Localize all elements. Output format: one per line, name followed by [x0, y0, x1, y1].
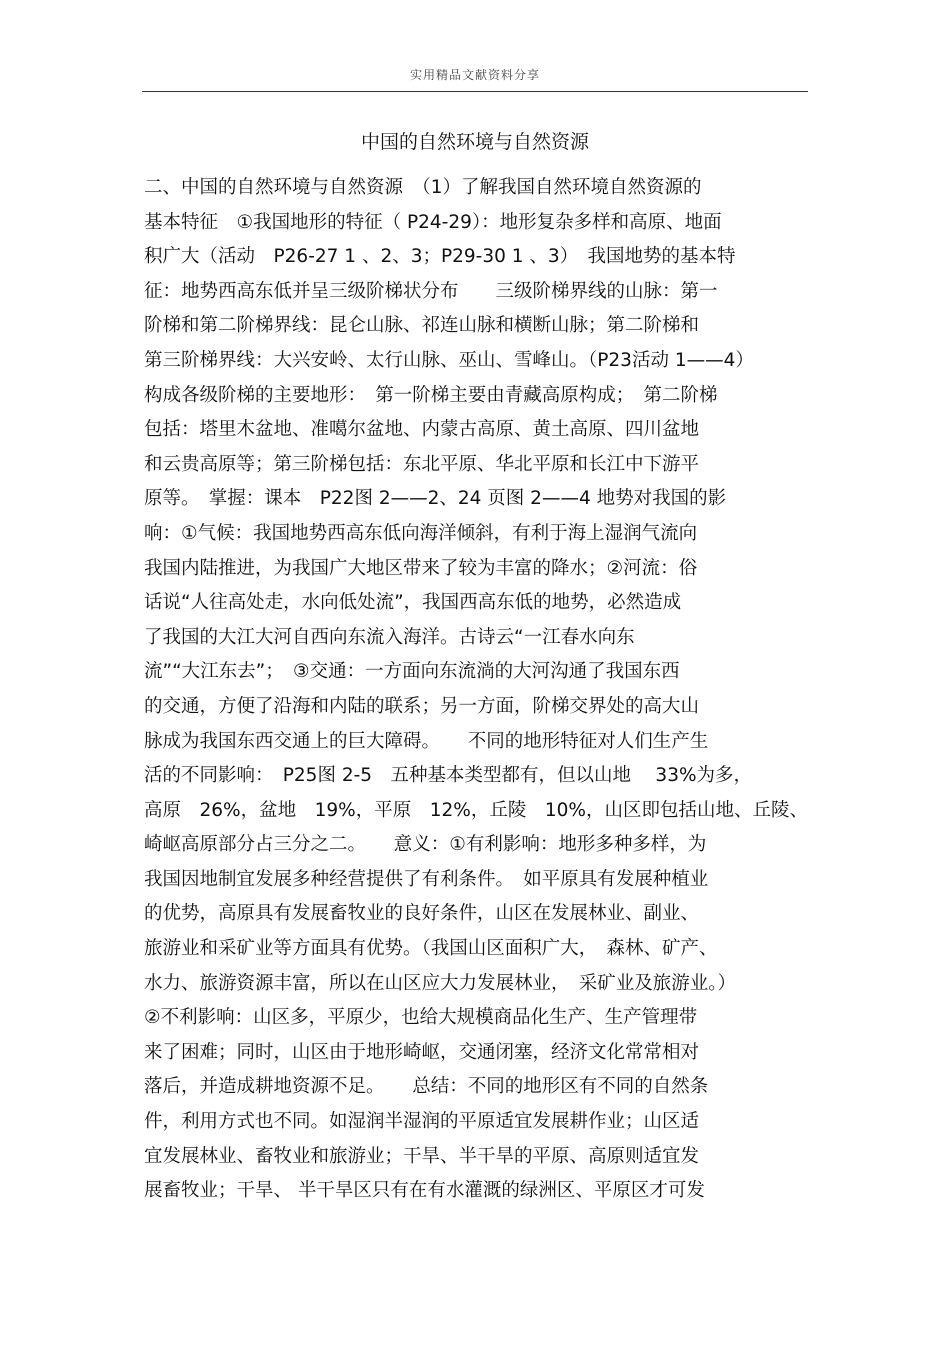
body-line: 响：①气候：我国地势西高东低向海洋倾斜，有利于海上湿润气流向: [144, 522, 698, 544]
body-line: 崎岖高原部分占三分之二。 意义：①有利影响：地形多种多样，为: [144, 834, 707, 856]
body-line: 脉成为我国东西交通上的巨大障碍。 不同的地形特征对人们生产生: [144, 730, 709, 752]
body-line: 原等。 掌握：课本 P22图 2——2、24 页图 2——4 地势对我国的影: [144, 488, 727, 510]
body-line: 话说“人往高处走，水向低处流”，我国西高东低的地势，必然造成: [144, 592, 682, 614]
body-line: 二、中国的自然环境与自然资源 （1）了解我国自然环境自然资源的: [144, 177, 702, 198]
body-line: 活的不同影响： P25图 2-5 五种基本类型都有，但以山地 33%为多，: [144, 765, 753, 787]
body-line: 的交通，方便了沿海和内陆的联系；另一方面，阶梯交界处的高大山: [144, 695, 700, 717]
body-line: 落后，并造成耕地资源不足。 总结：不同的地形区有不同的自然条: [144, 1076, 709, 1098]
body-line: 征：地势西高东低并呈三级阶梯状分布 三级阶梯界线的山脉：第一: [144, 280, 718, 302]
body-line: 和云贵高原等；第三阶梯包括：东北平原、华北平原和长江中下游平: [144, 453, 700, 475]
body-line: 流”“大江东去”； ③交通：一方面向东流淌的大河沟通了我国东西: [144, 661, 680, 683]
body-line: 构成各级阶梯的主要地形： 第一阶梯主要由青藏高原构成； 第二阶梯: [144, 384, 718, 406]
body-line: 旅游业和采矿业等方面具有优势。（我国山区面积广大， 森林、矿产、: [144, 938, 718, 960]
body-line: 基本特征 ①我国地形的特征（ P24-29）：地形复杂多样和高原、地面: [144, 211, 722, 233]
page-header: 实用精品文献资料分享: [409, 68, 540, 82]
body-line: 我国因地制宜发展多种经营提供了有利条件。 如平原具有发展种植业: [144, 868, 709, 890]
body-line: 展畜牧业；干旱、 半干旱区只有在有水灌溉的绿洲区、平原区才可发: [144, 1180, 705, 1202]
body-line: 高原 26%，盆地 19%，平原 12%，丘陵 10%，山区即包括山地、丘陵、: [144, 799, 808, 821]
header-divider: [142, 91, 808, 92]
body-line: 件，利用方式也不同。如湿润半湿润的平原适宜发展耕作业；山区适: [144, 1111, 700, 1133]
body-line: 我国内陆推进，为我国广大地区带来了较为丰富的降水；②河流：俗: [144, 557, 698, 579]
body-line: ②不利影响：山区多，平原少，也给大规模商品化生产、生产管理带: [144, 1007, 698, 1029]
body-line: 阶梯和第二阶梯界线：昆仑山脉、祁连山脉和横断山脉；第二阶梯和: [144, 315, 700, 337]
body-line: 积广大（活动 P26-27 1 、2、3；P29-30 1 、3） 我国地势的基本特: [144, 246, 736, 268]
body-line: 的优势，高原具有发展畜牧业的良好条件，山区在发展林业、副业、: [144, 903, 700, 925]
body-line: 来了困难；同时，山区由于地形崎岖，交通闭塞，经济文化常常相对: [144, 1041, 700, 1063]
document-title: 中国的自然环境与自然资源: [360, 131, 589, 153]
body-line: 包括：塔里木盆地、准噶尔盆地、内蒙古高原、黄土高原、四川盆地: [144, 419, 700, 441]
body-line: 水力、旅游资源丰富，所以在山区应大力发展林业， 采矿业及旅游业。）: [144, 972, 737, 994]
body-line: 第三阶梯界线：大兴安岭、太行山脉、巫山、雪峰山。（P23活动 1——4）: [144, 349, 754, 371]
document-body: [144, 171, 810, 1209]
body-line: 宜发展林业、畜牧业和旅游业；干旱、半干旱的平原、高原则适宜发: [144, 1145, 700, 1167]
body-line: 了我国的大江大河自西向东流入海洋。古诗云“一江春水向东: [144, 626, 635, 648]
